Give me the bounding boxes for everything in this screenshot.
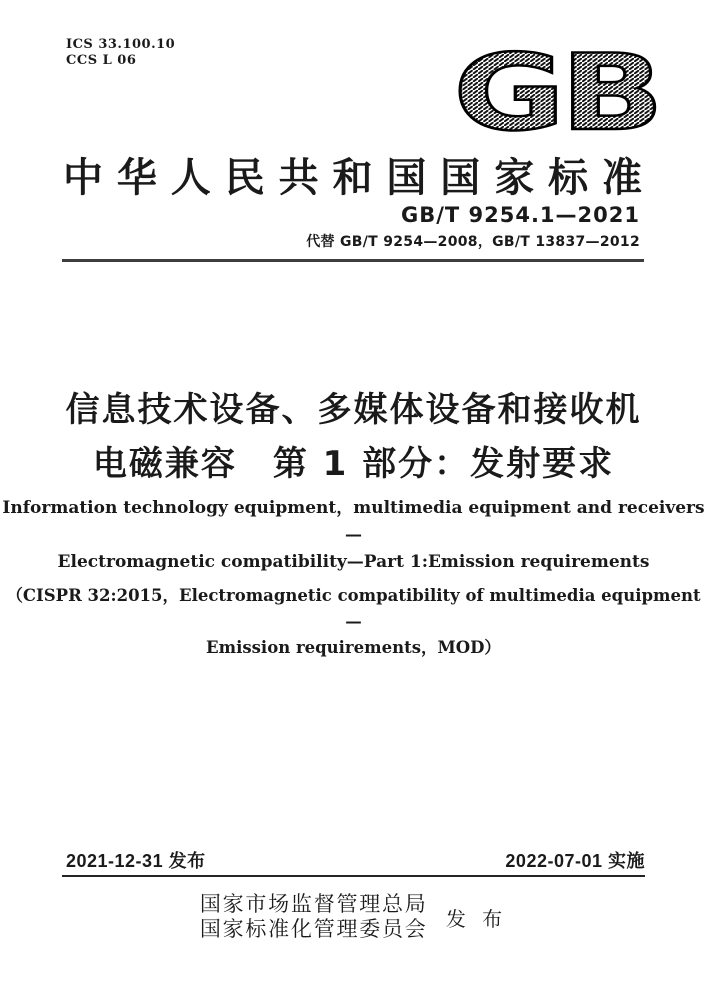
ccs-code: CCS L 06 [66, 53, 137, 68]
issuer-line1: 国家市场监督管理总局 [199, 892, 426, 916]
implement-date: 2022-07-01 实施 [505, 851, 645, 871]
footer-divider [62, 875, 645, 877]
adoption-note [0, 583, 707, 661]
title-en-line1: Information technology equipment，multimedia equipment and receivers— [2, 498, 705, 545]
national-standard-heading: 中华人民共和国国家标准 [63, 154, 642, 201]
ics-code: ICS 33.100.10 [66, 37, 176, 52]
title-en-line2: Electromagnetic compatibility—Part 1:Emission requirements [57, 552, 650, 572]
adoption-note-line1: （CISPR 32:2015，Electromagnetic compatibility of multimedia equipment— [6, 586, 701, 631]
document-title-cn [0, 383, 707, 491]
publish-action-label: 发 布 [445, 906, 508, 931]
replaces-note: 代替 GB/T 9254—2008，GB/T 13837—2012 [306, 234, 640, 250]
classification-codes [66, 37, 175, 69]
issue-date: 2021-12-31 发布 [66, 851, 206, 871]
gb-logo-text: GB [453, 31, 659, 155]
issuer-line2: 国家标准化管理委员会 [199, 917, 426, 941]
issuing-authorities [0, 892, 707, 942]
standard-number: GB/T 9254.1—2021 [400, 203, 640, 227]
title-cn-line2: 电磁兼容 第 1 部分：发射要求 [92, 444, 615, 484]
title-cn-line1: 信息技术设备、多媒体设备和接收机 [65, 390, 642, 430]
header-divider [62, 259, 644, 262]
document-title-en [0, 495, 707, 576]
gb-logo-icon [452, 31, 659, 155]
adoption-note-line2: Emission requirements，MOD） [206, 638, 501, 657]
issuer-names [200, 892, 426, 942]
